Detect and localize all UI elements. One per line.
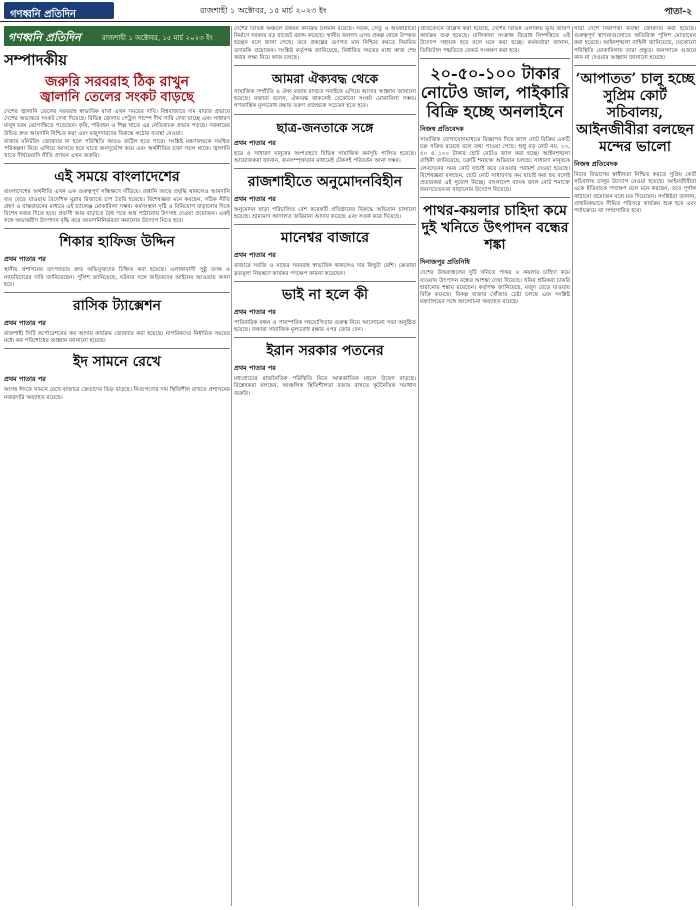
- article-body: স্থানীয় প্রশাসনের তৎপরতায় দ্রুত অভিযুক্তদের চিহ্নিত করা হয়েছে। এলাকাবাসী সুষ্ঠু তদন্ত ও ন্যায়বিচারের দাবি জানিয়েছেন। পুলিশ জানিয়েছে, ঘটনার সঙ্গে জড়িতদের আইনের আওতায় আনা হবে।: [4, 267, 230, 288]
- divider: [234, 168, 416, 169]
- article-headline[interactable]: ছাত্র-জনতাকে সঙ্গে: [276, 119, 374, 135]
- article-headline[interactable]: মানেশ্বর বাজারে: [280, 230, 370, 247]
- editorial-banner: [4, 26, 230, 46]
- article-dateline: প্রথম পাতার পর: [234, 307, 276, 316]
- divider: [574, 65, 696, 66]
- editorial-paragraph: বাজার মনিটরিং জোরদার না হলে পরিস্থিতি আরও জটিল হতে পারে। সংশ্লিষ্ট মন্ত্রণালয়কে সমন্বিত পরিকল্পনা নিয়ে এগিয়ে আসতে হবে যাতে জনদুর্ভোগ কমে এবং অর্থনীতির চাকা সচল থাকে। জ্বালানি খাতে দীর্ঘমেয়াদি নীতি প্রণয়ন এখন জরুরি।: [4, 138, 230, 160]
- editorial-byline: রাজশাহী ১ অক্টোবর, ১৫ মার্চ ২০২৩ ইং: [102, 34, 213, 42]
- column-divider: [418, 26, 419, 906]
- column-1: [4, 26, 230, 906]
- article-dateline: প্রথম পাতার পর: [234, 138, 276, 147]
- divider: [420, 58, 570, 59]
- feature-headline[interactable]: ২০-৫০-১০০ টাকার নোটেও জাল, পাইকারি বিক্রি হচ্ছে অনলাইনে: [420, 63, 570, 121]
- divider: [4, 348, 230, 349]
- divider: [4, 163, 230, 164]
- divider: [4, 292, 230, 293]
- divider: [234, 114, 416, 115]
- editorial-paragraph: দেশের জ্বালানি তেলের সরবরাহ স্বাভাবিক রাখা এখন সময়ের দাবি। বিশ্ববাজারে দাম বাড়ার প্রভাবে দেশের অভ্যন্তরে সংকট দেখা দিয়েছে। বিভিন্ন জেলায় পেট্রল পাম্পে দীর্ঘ সারি দেখা যাচ্ছে এবং সাধারণ মানুষ চরম ভোগান্তিতে পড়েছেন। কৃষি, পরিবহন ও শিল্প খাতে এর নেতিবাচক প্রভাব পড়ছে। সরকারের উচিত দ্রুত আমদানি নিশ্চিত করা এবং মজুদদারদের বিরুদ্ধে কঠোর ব্যবস্থা নেওয়া।: [4, 109, 230, 137]
- article-headline[interactable]: ইরান সরকার পতনের: [266, 343, 384, 360]
- divider: [4, 228, 230, 229]
- article-body: সামাজিক যোগাযোগমাধ্যমে বিজ্ঞাপন দিয়ে জাল নোট বিক্রির একটি চক্র সক্রিয় রয়েছে বলে তথ্য পাওয়া গেছে। শুধু বড় নোট নয়, ২০, ৫০ ও ১০০ টাকার ছোট নোটও জাল করা হচ্ছে। আইনশৃঙ্খলা বাহিনী জানিয়েছে, চক্রটি শনাক্তে অভিযান চলছে। সাধারণ মানুষকে লেনদেনের সময় নোট যাচাই করে নেওয়ার পরামর্শ দেওয়া হয়েছে। বিশেষজ্ঞরা বলছেন, ছোট নোট সাধারণত কম যাচাই করা হয় বলেই প্রতারকরা এই সুযোগ নিচ্ছে। বাংলাদেশ ব্যাংক জাল নোট শনাক্তে জনসচেতনতা বাড়ানোর উদ্যোগ নিয়েছে।: [420, 136, 570, 194]
- divider: [234, 65, 416, 66]
- page-number: পাতা-২: [664, 7, 692, 17]
- article-headline[interactable]: ইদ সামনে রেখে: [73, 354, 161, 371]
- article-dateline: নিজস্ব প্রতিবেদক: [574, 160, 618, 169]
- article-headline[interactable]: এই সময়ে বাংলাদেশের: [54, 169, 180, 186]
- article-body: রাজশাহী সিটি কর্পোরেশনের কর আদায় কার্যক্রম জোরদার করা হয়েছে। নাগরিকদের নির্ধারিত সময়ের মধ্যে কর পরিশোধের আহ্বান জানানো হয়েছে।: [4, 331, 230, 345]
- article-headline[interactable]: রাসিক ট্যাক্সেশন: [73, 298, 161, 315]
- column-divider: [572, 26, 573, 906]
- article-headline[interactable]: পাথর-কয়লার চাহিদা কমে দুই খনিতে উৎপাদন বন্ধের শঙ্কা: [421, 203, 569, 254]
- article-body: দেশের বিভিন্ন অঞ্চলে উন্নয়ন কার্যক্রম চলমান রয়েছে। সড়ক, সেতু ও অবকাঠামো নির্মাণে সরকার বড় বাজেট বরাদ্দ করেছে। স্থানীয় জনগণ এসব প্রকল্প থেকে উপকৃত হচ্ছেন বলে জানা গেছে। তবে প্রকল্পের গুণগত মান নিশ্চিত করতে নিয়মিত তদারকি প্রয়োজন। সংশ্লিষ্ট কর্তৃপক্ষ জানিয়েছে, নির্ধারিত সময়ের মধ্যে কাজ শেষ করার লক্ষ্য নিয়ে কাজ চলছে।: [234, 26, 416, 61]
- article-body: পারিবারিক বন্ধন ও পারস্পরিক সহযোগিতার গুরুত্ব নিয়ে আলোচনা সভা অনুষ্ঠিত হয়েছে। বক্তারা সামাজিক মূল্যবোধ রক্ষার ওপর জোর দেন।: [234, 319, 416, 334]
- article-dateline: প্রথম পাতার পর: [234, 195, 276, 204]
- editorial-subtitle: জ্বালানি তেলের সংকট বাড়ছে: [40, 90, 194, 105]
- column-2: [234, 26, 416, 906]
- article-headline[interactable]: ভাই না হলে কী: [281, 286, 369, 303]
- masthead-date: রাজশাহী ১ অক্টোবর, ১৫ মার্চ ২০২৩ ইং: [200, 6, 327, 15]
- article-headline[interactable]: রাজশাহীতে অনুমোদনবিহীন: [247, 174, 403, 191]
- column-divider: [231, 26, 232, 906]
- article-dateline: প্রথম পাতার পর: [4, 375, 46, 384]
- article-body: মধ্যপ্রাচ্যের রাজনৈতিক পরিস্থিতি নিয়ে আন্তর্জাতিক মহলে উদ্বেগ বাড়ছে। বিশ্লেষকরা বলছেন, আঞ্চলিক স্থিতিশীলতা বজায় রাখতে কূটনৈতিক সমাধান জরুরি।: [234, 376, 416, 397]
- article-dateline: প্রথম পাতার পর: [4, 319, 46, 328]
- article-body: বাংলাদেশের অর্থনীতি এখন এক গুরুত্বপূর্ণ সন্ধিক্ষণে দাঁড়িয়ে। রপ্তানি আয়ে প্রবৃদ্ধি থাকলেও আমদানি ব্যয় বেড়ে যাওয়ায় বৈদেশিক মুদ্রার রিজার্ভে চাপ তৈরি হয়েছে। বিশেষজ্ঞরা মনে করছেন, সঠিক নীতি গ্রহণ ও বাস্তবায়নের মাধ্যমে এই চ্যালেঞ্জ মোকাবিলা সম্ভব। কর্মসংস্থান সৃষ্টি ও বিনিয়োগ বাড়ানোর দিকে বিশেষ নজর দিতে হবে। প্রবাসী আয় বাড়াতে বৈধ পথে অর্থ পাঠানোয় উৎসাহ দেওয়া প্রয়োজন। একই সঙ্গে অভ্যন্তরীণ উৎপাদন বৃদ্ধি করে আমদানিনির্ভরতা কমানোর উদ্যোগ নিতে হবে।: [4, 189, 230, 225]
- masthead-logo: গণধ্বনি প্রতিদিন: [4, 2, 114, 19]
- article-body: ছাত্র ও সাধারণ মানুষের অংশগ্রহণে বিভিন্ন সামাজিক কর্মসূচি পালিত হয়েছে। আয়োজকরা জানান, জনসম্পৃক্ততার মাধ্যমেই টেকসই পরিবর্তন আনা সম্ভব।: [234, 150, 416, 164]
- feature-headline[interactable]: ‘আপাতত’ চালু হচ্ছে সুপ্রিম কোর্ট সচিবালয়, আইনজীবীরা বলছেন মন্দের ভালো: [575, 71, 695, 156]
- column-3: [420, 26, 570, 906]
- article-headline[interactable]: আমরা ঐক্যবদ্ধ থেকে: [271, 71, 379, 87]
- column-4: [574, 26, 696, 906]
- editorial-heading: সম্পাদকীয়: [4, 51, 68, 69]
- article-body: সারা দেশে নিরাপত্তা ব্যবস্থা জোরদার করা হয়েছে। গুরুত্বপূর্ণ স্থাপনাগুলোতে অতিরিক্ত পুলিশ মোতায়েন করা হয়েছে। আইনশৃঙ্খলা বাহিনী জানিয়েছে, যেকোনো পরিস্থিতি মোকাবিলায় তারা প্রস্তুত। জনগণকে গুজবে কান না দেওয়ার আহ্বান জানানো হয়েছে।: [574, 26, 696, 61]
- divider: [234, 281, 416, 282]
- article-dateline: প্রথম পাতার পর: [4, 255, 46, 264]
- article-body: দেশের উত্তরাঞ্চলের দুটি খনিতে পাথর ও কয়লার চাহিদা কমে যাওয়ায় উৎপাদন বন্ধের আশঙ্কা দেখা দিয়েছে। খনির শ্রমিকরা চাকরি হারানোর শঙ্কায় রয়েছেন। কর্তৃপক্ষ জানিয়েছে, মজুদ বেড়ে যাওয়ায় বিক্রি কমেছে। বিকল্প বাজার খোঁজার চেষ্টা চলছে এবং সংশ্লিষ্ট মন্ত্রণালয়ের সঙ্গে আলোচনা অব্যাহত রয়েছে।: [420, 270, 570, 306]
- article-body: সামাজিক সম্প্রীতি ও ঐক্য বজায় রাখতে সবাইকে এগিয়ে আসার আহ্বান জানানো হয়েছে। বক্তারা বলেন, ঐক্যবদ্ধ থাকলেই যেকোনো সংকট মোকাবিলা সম্ভব। গণতান্ত্রিক মূল্যবোধ রক্ষায় তরুণ প্রজন্মকে সচেতন হতে হবে।: [234, 89, 416, 110]
- article-body: অনুমোদন ছাড়া পরিচালিত বেশ কয়েকটি প্রতিষ্ঠানের বিরুদ্ধে অভিযান চালানো হয়েছে। ভ্রাম্যমাণ আদালত জরিমানা আদায় করেছে এবং সতর্ক করে দিয়েছে।: [234, 207, 416, 221]
- article-headline[interactable]: শিকার হাফিজ উদ্দিন: [59, 234, 175, 251]
- divider: [234, 337, 416, 338]
- article-body: প্রতিবেদনে উল্লেখ করা হয়েছে, দেশের বিভিন্ন এলাকায় ভূমি জরিপ কার্যক্রম শুরু হয়েছে। মালিকানা সংক্রান্ত বিরোধ নিষ্পত্তিতে এই উদ্যোগ সহায়ক হবে বলে মনে করা হচ্ছে। কর্মকর্তারা জানান, ডিজিটাল পদ্ধতিতে রেকর্ড সংরক্ষণ করা হবে।: [420, 26, 570, 54]
- article-dateline: দিনাজপুর প্রতিনিধি: [420, 258, 470, 267]
- editorial-brand: গণধ্বনি প্রতিদিন: [8, 31, 81, 44]
- divider: [234, 224, 416, 225]
- masthead: [0, 0, 700, 22]
- editorial-title: জরুরি সরবরাহ ঠিক রাখুন: [44, 74, 190, 90]
- article-dateline: প্রথম পাতার পর: [234, 364, 276, 373]
- divider: [420, 197, 570, 198]
- article-body: বিচার বিভাগের স্বাধীনতা নিশ্চিত করতে সুপ্রিম কোর্ট সচিবালয় চালুর উদ্যোগ নেওয়া হয়েছে। আইনজীবীরা একে ইতিবাচক পদক্ষেপ বলে মনে করছেন, তবে পূর্ণাঙ্গ কাঠামো প্রয়োজন বলে মত দিয়েছেন। সংশ্লিষ্টরা জানান, প্রাথমিকভাবে সীমিত পরিসরে কার্যক্রম শুরু হবে এবং পর্যায়ক্রমে তা সম্প্রসারিত হবে।: [574, 172, 696, 215]
- article-dateline: প্রথম পাতার পর: [234, 251, 276, 260]
- article-body: বাজারে সবজি ও মাছের সরবরাহ স্বাভাবিক থাকলেও দাম কিছুটা বেশি। ক্রেতারা দ্রব্যমূল্য নিয়ন্ত্রণে কার্যকর পদক্ষেপ কামনা করেছেন।: [234, 263, 416, 277]
- article-dateline: নিজস্ব প্রতিবেদক: [420, 124, 464, 133]
- article-body: আসন্ন ঈদকে সামনে রেখে বাজারে ক্রেতাদের ভিড় বাড়ছে। নিত্যপণ্যের দাম স্থিতিশীল রাখতে প্রশাসনের নজরদারি অব্যাহত রয়েছে।: [4, 387, 230, 401]
